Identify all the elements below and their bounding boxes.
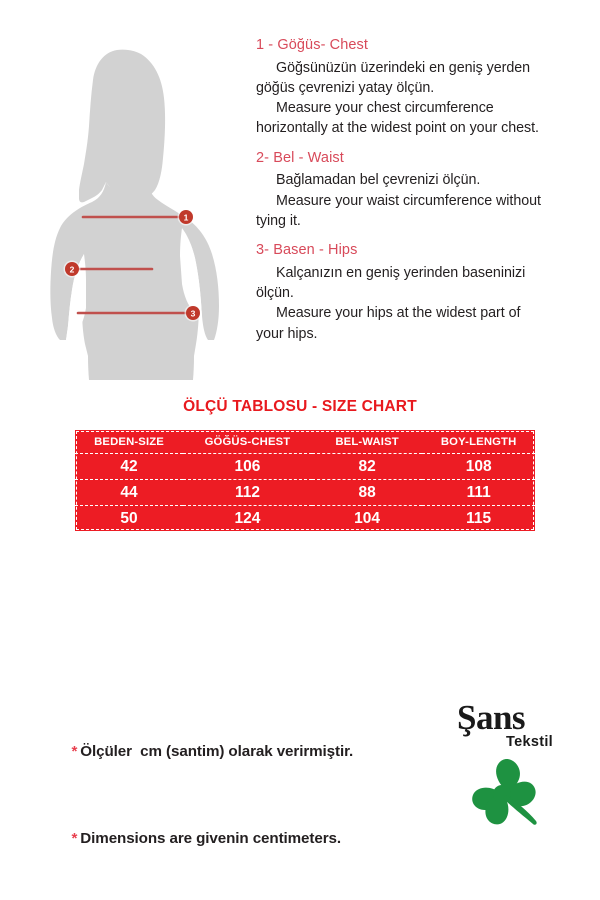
brand-wordmark: Şans — [457, 698, 526, 737]
asterisk-icon: * — [71, 830, 78, 847]
table-header-cell: BEDEN-SIZE — [75, 430, 183, 454]
table-cell: 106 — [183, 454, 312, 480]
brand-logo — [455, 700, 565, 840]
measure-badge-1 — [178, 209, 195, 226]
instruction-block-waist — [256, 149, 590, 231]
measurement-instructions — [256, 36, 590, 354]
measure-badge-1-label: 1 — [183, 212, 189, 223]
instruction-line: Measure your chest circumference — [276, 100, 494, 117]
table-cell: 104 — [354, 509, 381, 527]
instruction-line: tying it. — [256, 212, 301, 229]
table-cell: 108 — [422, 454, 535, 480]
table-cell: 112 — [183, 480, 312, 506]
instruction-heading-hips: 3- Basen - Hips — [256, 242, 358, 259]
instruction-line: your hips. — [256, 325, 318, 342]
table-cell: 50 — [120, 509, 138, 527]
instruction-line: ölçün. — [256, 285, 294, 302]
measure-badge-3-label: 3 — [190, 308, 196, 319]
table-row — [75, 506, 535, 532]
instruction-block-hips — [256, 241, 590, 344]
instruction-block-chest — [256, 36, 590, 139]
table-cell: 115 — [466, 509, 492, 527]
table-header-cell: BOY-LENGTH — [422, 430, 535, 454]
instruction-heading-waist: 2- Bel - Waist — [256, 149, 344, 166]
asterisk-icon: * — [71, 743, 78, 760]
body-figure-illustration — [22, 40, 242, 380]
footnote-text: Dimensions are givenin centimeters. — [80, 830, 341, 847]
instruction-line: Measure your hips at the widest part of — [276, 305, 521, 322]
footnotes — [55, 726, 455, 900]
footnote-english — [55, 813, 455, 864]
instruction-line: göğüs çevrenizi yatay ölçün. — [256, 79, 435, 96]
table-cell: 124 — [234, 509, 261, 527]
table-cell: 111 — [422, 480, 535, 506]
table-row — [75, 454, 535, 480]
size-chart-title: ÖLÇÜ TABLOSU - SIZE CHART — [183, 398, 417, 415]
instruction-line: horizontally at the widest point on your chest. — [256, 120, 539, 137]
table-row — [75, 480, 535, 506]
table-header-cell: BEL-WAIST — [312, 430, 422, 454]
instruction-line: Kalçanızın en geniş yerinden baseninizi — [276, 264, 526, 281]
silhouette-svg — [22, 40, 242, 380]
footnote-turkish — [55, 726, 455, 777]
footnote-text: Ölçüler cm (santim) olarak verirmiştir. — [80, 743, 354, 760]
brand-subtitle: Tekstil — [506, 734, 553, 750]
instruction-heading-chest: 1 - Göğüs- Chest — [256, 37, 369, 53]
table-cell: 42 — [75, 454, 183, 480]
table-cell: 44 — [75, 480, 183, 506]
measure-badge-3 — [185, 305, 202, 322]
instruction-line: Bağlamadan bel çevrenizi ölçün. — [276, 172, 481, 189]
measure-badge-2 — [64, 261, 81, 278]
size-chart-table — [75, 430, 535, 531]
table-cell: 88 — [312, 480, 422, 506]
instruction-line: Göğsünüzün üzerindeki en geniş yerden — [276, 59, 531, 76]
table-header-cell: GÖĞÜS-CHEST — [183, 430, 312, 454]
four-leaf-clover-icon — [459, 754, 551, 836]
instruction-line: Measure your waist circumference without — [276, 192, 541, 209]
table-cell: 82 — [312, 454, 422, 480]
measure-badge-2-label: 2 — [69, 264, 75, 275]
table-header-row — [75, 430, 535, 454]
